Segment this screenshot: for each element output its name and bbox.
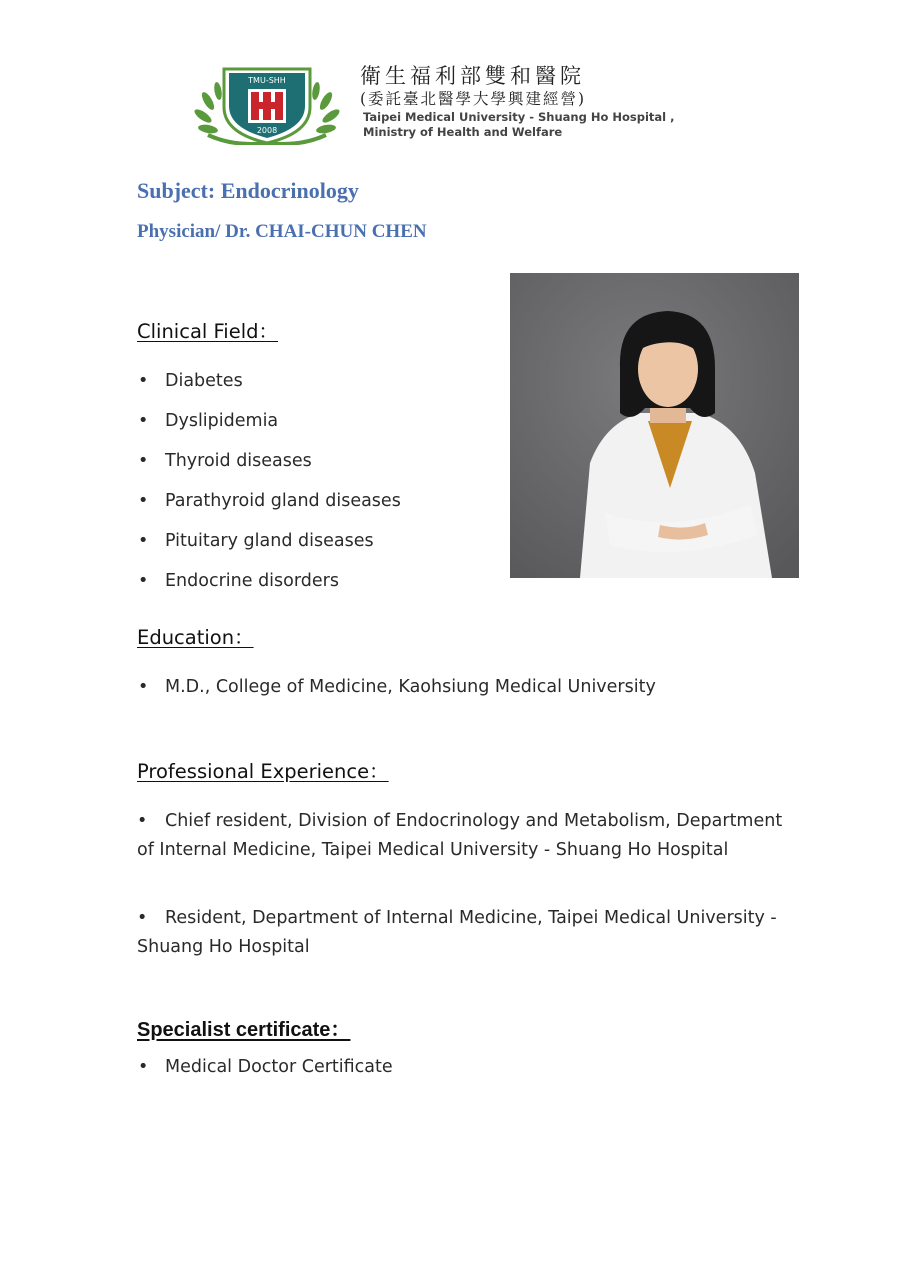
- logo-ring-text-bottom: 2008: [256, 126, 278, 135]
- hospital-name-zh: 衛生福利部雙和醫院: [360, 64, 585, 88]
- logo-ring-text-top: TMU-SHH: [248, 76, 286, 85]
- clinical-field-item: • Endocrine disorders: [137, 571, 401, 611]
- subject-heading: Subject: Endocrinology: [137, 178, 359, 203]
- experience-item-text: Resident, Department of Internal Medicine, Taipei Medical University - Shuang Ho Hospital: [137, 908, 777, 957]
- experience-item: [137, 904, 797, 962]
- experience-item: [137, 807, 797, 865]
- clinical-field-item: • Dyslipidemia: [137, 411, 401, 451]
- certificate-item: • Medical Doctor Certificate: [137, 1057, 393, 1077]
- hospital-logo: [194, 61, 340, 145]
- specialist-certificate-heading: Specialist certificate：: [137, 1019, 351, 1041]
- clinical-field-heading: Clinical Field：: [137, 320, 279, 343]
- physician-name: Physician/ Dr. CHAI-CHUN CHEN: [137, 221, 427, 242]
- hospital-name-en-line2: Ministry of Health and Welfare: [363, 125, 563, 139]
- hospital-name-en-line1: Taipei Medical University - Shuang Ho Hospital ,: [363, 110, 675, 124]
- bullet: •: [137, 811, 148, 831]
- experience-item-text: Chief resident, Division of Endocrinology and Metabolism, Department of Internal Medicine, Taipei Medical University - Shuang Ho Hospital: [137, 811, 783, 860]
- education-heading: Education：: [137, 626, 254, 649]
- clinical-field-item: • Diabetes: [137, 371, 401, 411]
- clinical-field-item: • Pituitary gland diseases: [137, 531, 401, 571]
- specialist-certificate-list: [137, 1057, 393, 1077]
- clinical-field-item: • Thyroid diseases: [137, 451, 401, 491]
- clinical-field-item: • Parathyroid gland diseases: [137, 491, 401, 531]
- bullet: •: [137, 908, 148, 928]
- professional-experience-heading: Professional Experience：: [137, 760, 389, 783]
- hospital-subtitle-zh: (委託臺北醫學大學興建經營): [360, 90, 587, 108]
- physician-photo: [510, 273, 799, 578]
- education-item: • M.D., College of Medicine, Kaohsiung Medical University: [137, 677, 656, 697]
- clinical-field-list: [137, 371, 401, 611]
- education-list: [137, 677, 656, 697]
